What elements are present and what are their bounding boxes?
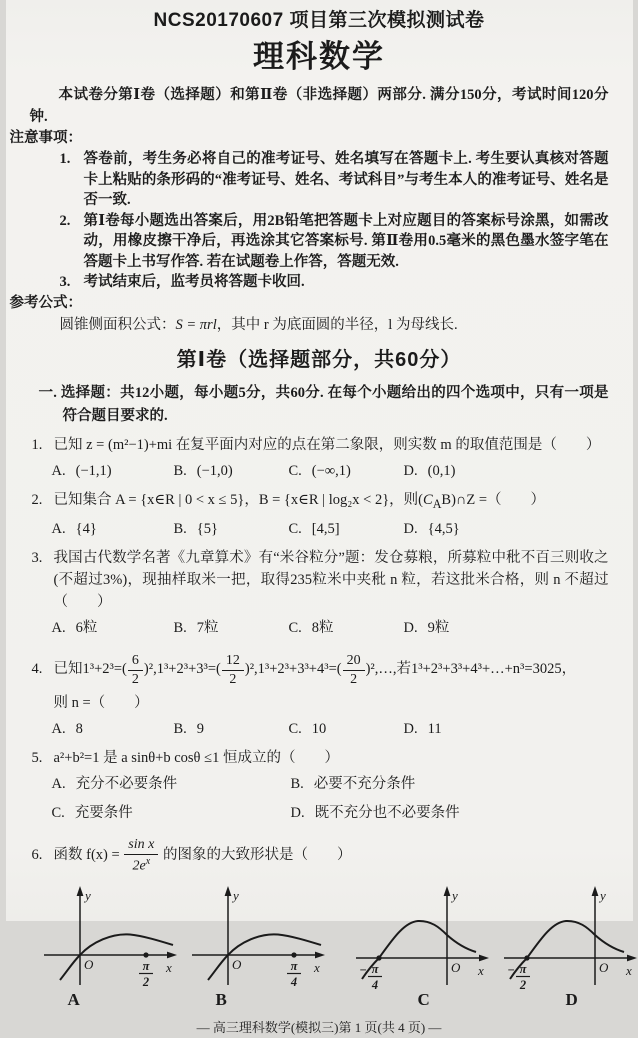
stem-text: 函数 f(x) =: [54, 847, 124, 863]
fraction: [222, 653, 244, 688]
graph-option-b: [188, 883, 328, 1009]
note-text: 答卷前，考生务必将自己的准考证号、姓名填写在答题卡上. 考生要认真核对答题卡上粘贴的条形码的“准考证号、姓名、考试科目”与考生本人的准考证号、姓名是否一致.: [84, 151, 609, 208]
option-label: A.: [52, 721, 66, 737]
tick-denominator: 4: [289, 975, 296, 989]
option-label: D.: [404, 463, 418, 479]
notes-list: [60, 149, 609, 293]
option-label: B.: [174, 721, 187, 737]
question-5: [30, 747, 609, 827]
y-axis-label: y: [598, 888, 606, 903]
fraction-numerator: sin x: [124, 837, 158, 855]
question-2-stem: [30, 489, 609, 515]
function-graph: [40, 883, 180, 993]
option-label: A.: [52, 463, 66, 479]
x-axis-label: x: [477, 963, 484, 978]
question-3: [30, 547, 609, 640]
option-a: [52, 717, 174, 741]
tick-numerator: π: [290, 959, 298, 973]
option-text: {4}: [76, 521, 97, 537]
option-label: B.: [291, 776, 304, 792]
question-4-options: [30, 717, 609, 741]
note-number: 3.: [60, 272, 71, 293]
question-number: 3.: [32, 547, 43, 569]
stem-text: 已知1³+2³=(: [54, 661, 127, 677]
note-text: 考试结束后，监考员将答题卡收回.: [84, 274, 305, 290]
tick-denominator: 4: [370, 978, 377, 992]
question-5-stem: [30, 747, 609, 769]
option-c: [289, 459, 404, 483]
option-a: [52, 771, 291, 798]
question-4-stem-line2: 则 n =（ ）: [30, 692, 609, 714]
option-label: D.: [404, 721, 418, 737]
option-text: (0,1): [428, 463, 456, 479]
formula-prefix: 圆锥侧面积公式：: [60, 317, 176, 333]
fraction-numerator: 6: [128, 653, 143, 671]
option-text: (−1,0): [197, 463, 233, 479]
function-graph: [188, 883, 328, 993]
option-text: 8粒: [312, 620, 334, 636]
option-a: [52, 517, 174, 541]
option-d: [291, 800, 609, 827]
part-number: 一.: [39, 385, 57, 401]
subject-title: 理科数学: [30, 38, 609, 76]
option-c: [289, 717, 404, 741]
fraction-denominator: 2: [343, 671, 365, 688]
graph-option-a: [40, 883, 180, 1009]
question-4: [30, 646, 609, 741]
option-text: 10: [312, 721, 327, 737]
fraction-denominator: 2: [128, 671, 143, 688]
fraction: [343, 653, 365, 688]
option-label: D.: [404, 620, 418, 636]
option-label: D.: [404, 521, 418, 537]
x-axis-label: x: [625, 963, 632, 978]
option-text: 8: [76, 721, 83, 737]
option-text: 11: [428, 721, 442, 737]
option-b: [174, 459, 289, 483]
option-label: C.: [289, 521, 302, 537]
function-graph: [500, 883, 638, 993]
formula-suffix: ，其中 r 为底面圆的半径，l 为母线长.: [217, 317, 458, 333]
note-number: 1.: [60, 149, 71, 170]
note-number: 2.: [60, 211, 71, 232]
fraction: [124, 837, 158, 875]
option-label: C.: [289, 721, 302, 737]
option-label: B.: [174, 463, 187, 479]
graph-letter: C: [418, 991, 492, 1009]
option-text: 必要不充分条件: [314, 776, 416, 792]
fraction-numerator: 20: [343, 653, 365, 671]
note-item: [60, 149, 609, 211]
exam-title: NCS20170607 项目第三次模拟测试卷: [30, 8, 609, 34]
tick-sign: −: [507, 963, 515, 977]
tick-denominator: 2: [141, 975, 148, 989]
option-label: B.: [174, 521, 187, 537]
graph-letter: A: [68, 991, 180, 1009]
origin-label: O: [84, 957, 94, 972]
y-axis-label: y: [83, 888, 91, 903]
stem-text: 已知集合 A = {x∈R | 0 < x ≤ 5}，B = {x∈R | log₂x < 2}，则(: [54, 492, 424, 508]
option-text: 7粒: [197, 620, 219, 636]
part-heading: [39, 382, 609, 428]
stem-text: )²,1³+2³+3³+4³=(: [245, 661, 342, 677]
reference-formula-label: 参考公式：: [10, 293, 609, 314]
question-number: 1.: [32, 434, 43, 456]
tick-denominator: 2: [518, 978, 525, 992]
complement-subscript: A: [433, 496, 442, 510]
stem-text: 我国古代数学名著《九章算术》有“米谷粒分”题：发仓募粮，所募粒中秕不百三则收之(不超过3%)，现抽样取米一把，取得235粒米中夹秕 n 粒，若这批米合格，则 n 不超过（ ）: [54, 550, 609, 610]
complement-symbol: C: [423, 492, 433, 508]
note-item: [60, 211, 609, 273]
question-number: 5.: [32, 747, 43, 769]
tick-sign: −: [359, 963, 367, 977]
fraction-denominator: [124, 855, 158, 875]
option-d: [404, 459, 609, 483]
question-1-options: [30, 459, 609, 483]
origin-label: O: [451, 960, 461, 975]
question-4-stem: [30, 646, 609, 692]
option-b: [174, 717, 289, 741]
graph-letter: B: [216, 991, 328, 1009]
page-footer: — 高三理科数学(模拟三)第 1 页(共 4 页) —: [30, 1017, 609, 1038]
question-3-stem: [30, 547, 609, 613]
option-label: C.: [52, 805, 65, 821]
option-label: A.: [52, 521, 66, 537]
option-b: [174, 616, 289, 640]
question-1-stem: [30, 434, 609, 456]
option-label: D.: [291, 805, 305, 821]
option-text: (−∞,1): [312, 463, 351, 479]
stem-text: )²,1³+2³+3³=(: [144, 661, 221, 677]
option-text: 充分不必要条件: [76, 776, 178, 792]
fraction-denominator: 2: [222, 671, 244, 688]
question-5-options-row1: [30, 771, 609, 798]
option-c: [52, 800, 291, 827]
exam-paper-page: [6, 0, 633, 921]
option-text: {5}: [197, 521, 218, 537]
exam-intro: 本试卷分第Ⅰ卷（选择题）和第Ⅱ卷（非选择题）两部分. 满分150分，考试时间120分钟.: [30, 84, 609, 128]
question-1: [30, 434, 609, 483]
formula-math: S = πrl: [176, 317, 217, 333]
stem-text: B)∩Z =（ ）: [441, 492, 545, 508]
question-6: [30, 833, 609, 1009]
origin-label: O: [232, 957, 242, 972]
option-text: 充要条件: [75, 805, 133, 821]
stem-text: 的图象的大致形状是（ ）: [159, 847, 351, 863]
graph-option-d: [500, 883, 638, 1009]
option-d: [404, 616, 609, 640]
option-text: 9粒: [428, 620, 450, 636]
question-5-options-row2: [30, 800, 609, 827]
option-d: [404, 517, 609, 541]
x-axis-label: x: [313, 960, 320, 975]
option-label: C.: [289, 620, 302, 636]
stem-text: a²+b²=1 是 a sinθ+b cosθ ≤1 恒成立的（ ）: [54, 750, 339, 766]
question-number: 4.: [32, 646, 43, 692]
x-axis-label: x: [165, 960, 172, 975]
option-d: [404, 717, 609, 741]
y-axis-label: y: [231, 888, 239, 903]
question-number: 2.: [32, 489, 43, 511]
tick-numerator: π: [519, 962, 527, 976]
reference-formula: [60, 314, 609, 336]
option-c: [289, 517, 404, 541]
question-6-graphs: [40, 883, 609, 1009]
option-a: [52, 616, 174, 640]
fraction-numerator: 12: [222, 653, 244, 671]
denominator-base: 2e: [132, 859, 145, 874]
note-text: 第Ⅰ卷每小题选出答案后，用2B铅笔把答题卡上对应题目的答案标号涂黑，如需改动，用橡皮擦干净后，再选涂其它答案标号. 第Ⅱ卷用0.5毫米的黑色墨水签字笔在答题卡上书写作答. 若在试题卷上作答，答题无效.: [84, 213, 609, 270]
tick-numerator: π: [371, 962, 379, 976]
notes-label: 注意事项：: [10, 128, 609, 149]
option-a: [52, 459, 174, 483]
fraction: [128, 653, 143, 688]
question-number: 6.: [32, 833, 43, 877]
graph-letter: D: [566, 991, 638, 1009]
origin-label: O: [599, 960, 609, 975]
option-b: [174, 517, 289, 541]
section-heading: 第Ⅰ卷（选择题部分，共60分）: [30, 346, 609, 374]
graph-option-c: [352, 883, 492, 1009]
option-text: {4,5}: [428, 521, 460, 537]
option-c: [289, 616, 404, 640]
question-6-stem: [30, 833, 609, 877]
option-b: [291, 771, 609, 798]
question-3-options: [30, 616, 609, 640]
option-label: C.: [289, 463, 302, 479]
stem-text: 已知 z = (m²−1)+mi 在复平面内对应的点在第二象限，则实数 m 的取值范围是（ ）: [54, 437, 601, 453]
question-2: [30, 489, 609, 542]
option-text: 既不充分也不必要条件: [315, 805, 460, 821]
option-text: [4,5]: [312, 521, 340, 537]
option-label: A.: [52, 620, 66, 636]
note-item: [60, 272, 609, 293]
option-label: B.: [174, 620, 187, 636]
option-text: (−1,1): [76, 463, 112, 479]
question-2-options: [30, 517, 609, 541]
option-text: 6粒: [76, 620, 98, 636]
part-text: 选择题：共12小题，每小题5分，共60分. 在每个小题给出的四个选项中，只有一项是符合题目要求的.: [61, 385, 609, 424]
y-axis-label: y: [450, 888, 458, 903]
option-label: A.: [52, 776, 66, 792]
option-text: 9: [197, 721, 204, 737]
tick-numerator: π: [142, 959, 150, 973]
denominator-exponent: x: [146, 856, 150, 867]
function-graph: [352, 883, 492, 993]
stem-text: )²,…,若1³+2³+3³+4³+…+n³=3025，: [366, 661, 576, 677]
